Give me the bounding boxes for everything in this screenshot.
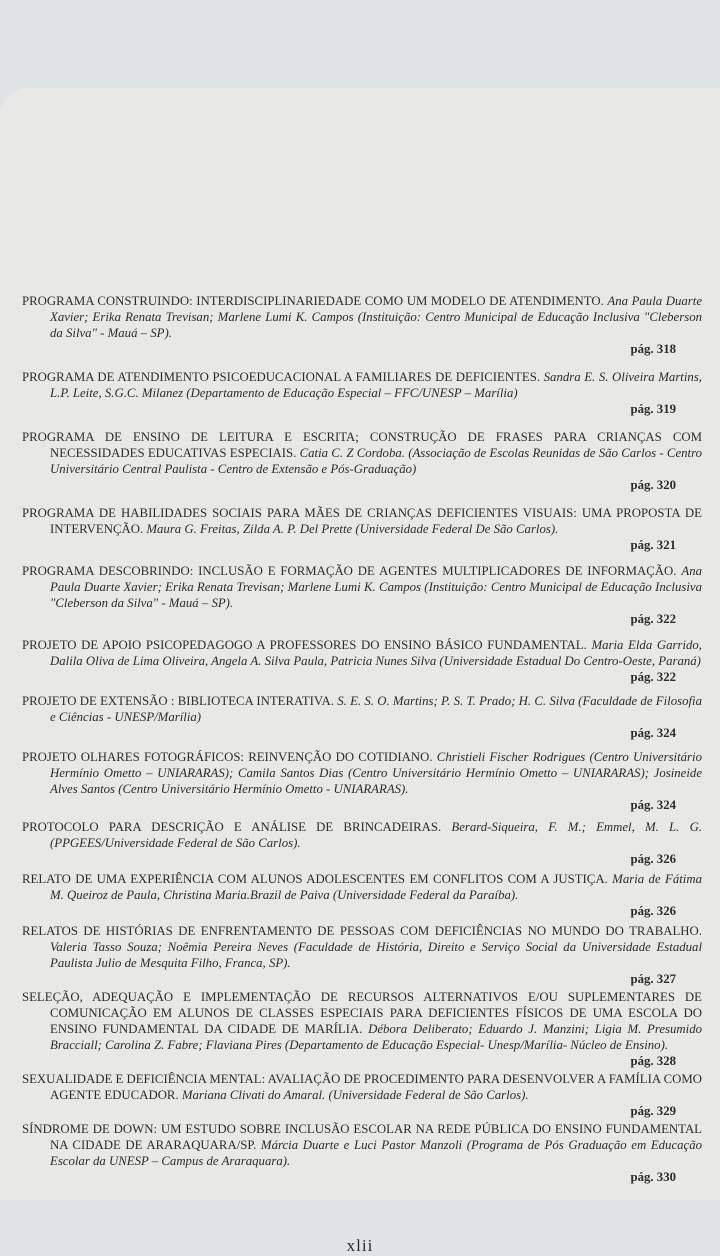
entry-page-ref: pág. 322	[630, 670, 676, 684]
entry-page-ref: pág. 327	[630, 972, 676, 986]
entry-title: PROGRAMA DESCOBRINDO: INCLUSÃO E FORMAÇÃO DE AGENTES MULTIPLICADORES DE INFORMAÇÃO.	[22, 564, 677, 578]
entry-authors: Catia C. Z Cordoba. (Associação de Escolas Reunidas de São Carlos - Centro Universitário Central Paulista - Centro de Extensão e Pós-Graduação)	[50, 446, 702, 476]
toc-entry-text	[22, 505, 702, 537]
entry-authors: Ana Paula Duarte Xavier; Erika Renata Trevisan; Marlene Lumi K. Campos (Instituição: Centro Municipal de Educação Inclusiva "Cleberson da Silva" - Mauá – SP).	[50, 294, 702, 340]
entry-page-ref: pág. 330	[630, 1170, 676, 1184]
entry-authors: Valeria Tasso Souza; Noêmia Pereira Neves (Faculdade de História, Direito e Serviço Social da Universidade Estadual Paulista Julio de Mesquita Filho, Franca, SP).	[50, 940, 702, 970]
toc-entry	[22, 505, 708, 553]
entry-title: PROGRAMA DE HABILIDADES SOCIAIS PARA MÃES DE CRIANÇAS DEFICIENTES VISUAIS: UMA PROPOSTA DE INTERVENÇÃO.	[22, 506, 702, 536]
entry-title: PROJETO DE EXTENSÃO : BIBLIOTECA INTERATIVA.	[22, 694, 334, 708]
toc-entry	[22, 693, 708, 741]
toc-entry-text	[22, 1121, 702, 1169]
entry-page-ref: pág. 322	[630, 612, 676, 626]
toc-entry-text	[22, 429, 702, 477]
toc-entry-text	[22, 819, 702, 851]
book-page	[0, 88, 720, 1255]
entry-authors: Débora Deliberato; Eduardo J. Manzini; Ligia M. Presumido Bracciall; Carolina Z. Fabre; Flaviana Pires (Departamento de Educação Especial- Unesp/Marília- Núcleo de Ensino).	[50, 1022, 702, 1052]
entry-title: SEXUALIDADE E DEFICIÊNCIA MENTAL: AVALIAÇÃO DE PROCEDIMENTO PARA DESENVOLVER A FAMÍLIA COMO AGENTE EDUCADOR.	[22, 1072, 702, 1102]
toc-entry-text	[22, 563, 702, 611]
entry-authors: Maria Elda Garrido, Dalila Oliva de Lima Oliveira, Angela A. Silva Paula, Patricia Nunes Silva (Universidade Estadual Do Centro-Oeste, Paraná)	[50, 638, 703, 668]
toc-entry	[22, 563, 708, 627]
toc-entry	[22, 1071, 708, 1119]
entry-title: PROJETO OLHARES FOTOGRÁFICOS: REINVENÇÃO DO COTIDIANO.	[22, 750, 433, 764]
toc-entry-text	[22, 637, 702, 669]
entry-page-ref: pág. 319	[630, 402, 676, 416]
entry-title: PROGRAMA CONSTRUINDO: INTERDISCIPLINARIEDADE COMO UM MODELO DE ATENDIMENTO.	[22, 294, 604, 308]
toc-entry	[22, 293, 708, 357]
entry-authors: Berard-Siqueira, F. M.; Emmel, M. L. G. (PPGEES/Universidade Federal de São Carlos).	[50, 820, 703, 850]
table-of-contents	[22, 293, 708, 1185]
entry-authors: S. E. S. O. Martins; P. S. T. Prado; H. C. Silva (Faculdade de Filosofia e Ciências - UNESP/Marília)	[50, 694, 702, 724]
toc-entry-text	[22, 1071, 702, 1103]
entry-authors: Mariana Clivati do Amaral. (Universidade Federal de São Carlos).	[181, 1088, 529, 1102]
entry-title: RELATO DE UMA EXPERIÊNCIA COM ALUNOS ADOLESCENTES EM CONFLITOS COM A JUSTIÇA.	[22, 872, 608, 886]
entry-page-ref: pág. 326	[630, 852, 676, 866]
entry-title: RELATOS DE HISTÓRIAS DE ENFRENTAMENTO DE PESSOAS COM DEFICIÊNCIAS NO MUNDO DO TRABALHO.	[22, 924, 702, 938]
toc-entry	[22, 819, 708, 867]
toc-entry-text	[22, 749, 702, 797]
toc-entry-text	[22, 693, 702, 725]
toc-entry	[22, 1121, 708, 1185]
toc-entry	[22, 637, 708, 685]
entry-page-ref: pág. 329	[630, 1104, 676, 1118]
entry-page-ref: pág. 321	[630, 538, 676, 552]
entry-title: PROTOCOLO PARA DESCRIÇÃO E ANÁLISE DE BRINCADEIRAS.	[22, 820, 442, 834]
entry-page-ref: pág. 318	[630, 342, 676, 356]
entry-authors: Maura G. Freitas, Zilda A. P. Del Prette (Universidade Federal De São Carlos).	[146, 522, 559, 536]
toc-entry	[22, 989, 708, 1069]
toc-entry	[22, 923, 708, 987]
toc-entry	[22, 429, 708, 493]
toc-entry-text	[22, 989, 702, 1053]
toc-entry-text	[22, 923, 702, 971]
entry-title: SÍNDROME DE DOWN: UM ESTUDO SOBRE INCLUSÃO ESCOLAR NA REDE PÚBLICA DO ENSINO FUNDAMENTAL NA CIDADE DE ARARAQUARA/SP.	[22, 1122, 702, 1152]
entry-authors: Christieli Fischer Rodrigues (Centro Universitário Hermínio Ometto – UNIARARAS); Camila Santos Dias (Centro Universitário Hermínio Ometto – UNIARARAS); Josineide Alves Santos (Centro Universitário Hermínio Ometto - UNIARARAS).	[50, 750, 702, 796]
toc-entry-text	[22, 369, 702, 401]
toc-entry	[22, 871, 708, 919]
entry-title: PROJETO DE APOIO PSICOPEDAGOGO A PROFESSORES DO ENSINO BÁSICO FUNDAMENTAL.	[22, 638, 587, 652]
entry-page-ref: pág. 328	[630, 1054, 676, 1068]
entry-authors: Maria de Fátima M. Queiroz de Paula, Christina Maria.Brazil de Paiva (Universidade Federal da Paraíba).	[50, 872, 702, 902]
entry-title: PROGRAMA DE ENSINO DE LEITURA E ESCRITA; CONSTRUÇÃO DE FRASES PARA CRIANÇAS COM NECESSIDADES EDUCATIVAS ESPECIAIS.	[22, 430, 702, 460]
entry-page-ref: pág. 324	[630, 726, 676, 740]
entry-authors: Sandra E. S. Oliveira Martins, L.P. Leite, S.G.C. Milanez (Departamento de Educação Especial – FFC/UNESP – Marília)	[50, 370, 703, 400]
entry-title: SELEÇÃO, ADEQUAÇÃO E IMPLEMENTAÇÃO DE RECURSOS ALTERNATIVOS E/OU SUPLEMENTARES DE COMUNICAÇÃO EM ALUNOS DE CLASSES ESPECIAIS PARA DEFICIENTES FÍSICOS DE UMA ESCOLA DO ENSINO FUNDAMENTAL DA CIDADE DE MARÍLIA.	[22, 990, 702, 1036]
entry-title: PROGRAMA DE ATENDIMENTO PSICOEDUCACIONAL A FAMILIARES DE DEFICIENTES.	[22, 370, 541, 384]
toc-entry-text	[22, 871, 702, 903]
toc-entry	[22, 369, 708, 417]
entry-page-ref: pág. 320	[630, 478, 676, 492]
entry-authors: Márcia Duarte e Luci Pastor Manzoli (Programa de Pós Graduação em Educação Escolar da UNESP – Campus de Araraquara).	[50, 1138, 703, 1168]
entry-authors: Ana Paula Duarte Xavier; Erika Renata Trevisan; Marlene Lumi K. Campos (Instituição: Centro Municipal de Educação Inclusiva "Cleberson da Silva" - Mauá – SP).	[50, 564, 702, 610]
toc-entry-text	[22, 293, 702, 341]
entry-page-ref: pág. 324	[630, 798, 676, 812]
page-number: xlii	[346, 1236, 374, 1255]
entry-page-ref: pág. 326	[630, 904, 676, 918]
toc-entry	[22, 749, 708, 813]
